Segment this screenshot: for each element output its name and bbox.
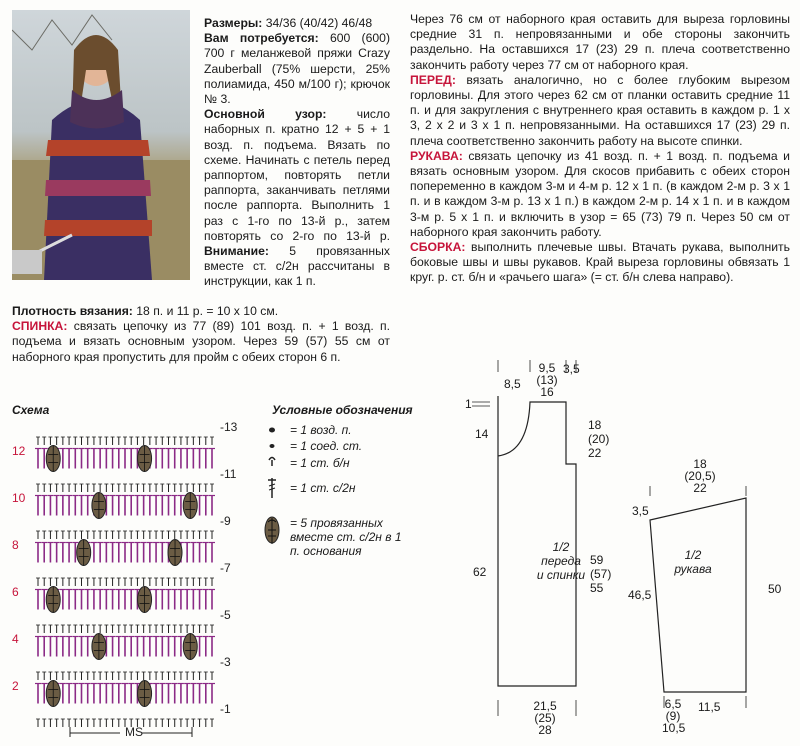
sleeve-label bbox=[668, 548, 718, 576]
chart-rapport-label: MS bbox=[125, 725, 143, 739]
materials-text: 600 (600) 700 г меланжевой пряжи Crazy Zauberball (75% шерсти, 25% полиамида, 450 м/100 г); крючок № 3. bbox=[204, 31, 391, 107]
chart-row-label-odd: -3 bbox=[220, 655, 231, 669]
chart-title: Схема bbox=[12, 403, 50, 417]
sizes-label: Размеры: bbox=[204, 16, 263, 30]
body-label-line3: и спинки bbox=[536, 568, 586, 582]
legend-item-chain: = 1 возд. п. bbox=[290, 423, 352, 437]
materials-label: Вам потребуется: bbox=[204, 31, 319, 46]
cluster-icon bbox=[265, 517, 279, 544]
materials-block bbox=[204, 16, 390, 290]
dim-top-right: 3,5 bbox=[563, 362, 580, 376]
chart-row-label-even: 10 bbox=[12, 491, 26, 505]
dim-height-total: 62 bbox=[473, 565, 487, 579]
sleeve-dim-bottom-left: 6,5 (9) 10,5 bbox=[662, 697, 686, 735]
chart-row-label-odd: -5 bbox=[220, 608, 231, 622]
chart-row-label-even: 6 bbox=[12, 585, 19, 599]
legend-title: Условные обозначения bbox=[272, 403, 413, 417]
dim-top-left: 8,5 bbox=[504, 377, 521, 391]
model-photo bbox=[12, 10, 190, 280]
sleeve-label: РУКАВА: bbox=[410, 148, 463, 163]
density-back-block bbox=[12, 304, 390, 365]
density-text: 18 п. и 11 р. = 10 x 10 см. bbox=[136, 304, 279, 318]
pattern-text: число наборных п. кратно 12 + 5 + 1 возд. п. подъема. Вязать по схеме. Начинать с петель перед раппортом, повторять петли раппорта, заканчивать петлями после раппорта. Выполнить 1 раз с 1-го по 13-й р., затем повторять со 2-го по 13-й р. bbox=[204, 107, 391, 243]
density-label: Плотность вязания: bbox=[12, 304, 133, 318]
sleeve-dim-top-small: 3,5 bbox=[632, 504, 649, 518]
model-photo-illustration bbox=[12, 10, 190, 280]
chart-row-label-even: 2 bbox=[12, 679, 19, 693]
chart-row-label-even: 12 bbox=[12, 444, 26, 458]
single-crochet-icon bbox=[269, 458, 275, 467]
body-label-fraction: 1/2 bbox=[552, 540, 570, 554]
legend-item-dc: = 1 ст. с/2н bbox=[290, 481, 356, 495]
legend-item-sc: = 1 ст. б/н bbox=[290, 456, 350, 470]
back-continued-text: Через 76 см от наборного края оставить для выреза горловины средние 31 п. непровязанными и обе стороны закончить раздельно. На оставшихся 17 (23) 29 п. плеча соответственно закончить работу через 77 см от наборного края. bbox=[410, 12, 790, 72]
chart-row-label-odd: -13 bbox=[220, 420, 238, 434]
dim-top-mid bbox=[534, 362, 560, 398]
front-text: вязать аналогично, но с более глубоким вырезом горловины. Для этого через 62 см от планки оставить средние 11 п. и для закругления с внутреннего края оставить в каждом р. 1 x 3, 2 x 2 и 3 x 1 п. непровязанными. На оставшихся 17 (23) 29 п. плеча соответственно закончить работу на высоте спинки. bbox=[410, 72, 790, 148]
pattern-label: Основной узор: bbox=[204, 107, 327, 122]
chart-row-label-odd: -9 bbox=[220, 514, 231, 528]
sleeve-text: связать цепочку из 41 возд. п. + 1 возд. п. подъема и вязать основным узором. Для скосов прибавить с обеих сторон попеременно в каждом 3-м и 4-м р. 12 x 1 п. (в каждом 2-м р. 3 x 1 п. и в каждом 3-м р. 13 x 1 п.) в каждом 2-м р. 14 x 1 п. и в каждом 3-м р. 5 x 1 п. и включить в узор = 65 (73) 79 п. Через 50 см от наборного края закончить работу. bbox=[410, 148, 790, 239]
sleeve-dim-left: 46,5 bbox=[628, 588, 652, 602]
assembly-label: СБОРКА: bbox=[410, 240, 466, 255]
body-label-line2: переда bbox=[541, 554, 581, 568]
dim-side: 59 (57) 55 bbox=[590, 553, 612, 595]
chart-row-label-even: 4 bbox=[12, 632, 19, 646]
dim-shoulder: 18 (20) 22 bbox=[588, 418, 610, 460]
dim-neck-mark: 1 bbox=[465, 397, 472, 411]
dim-bottom: 21,5 (25) 28 bbox=[533, 699, 557, 737]
double-crochet-icon bbox=[268, 478, 276, 498]
legend-item-slip: = 1 соед. ст. bbox=[290, 439, 363, 453]
instructions-block bbox=[410, 12, 790, 286]
chart-row-label-odd: -1 bbox=[220, 702, 231, 716]
front-label: ПЕРЕД: bbox=[410, 72, 456, 87]
crochet-chart bbox=[0, 415, 250, 746]
dim-top-mid-text: 9,5 (13) 16 bbox=[536, 361, 558, 399]
note-label: Внимание: bbox=[204, 244, 269, 259]
slip-stitch-icon bbox=[270, 444, 275, 448]
sleeve-dim-top: 18 (20,5) 22 bbox=[684, 457, 716, 495]
legend-item-cluster: = 5 провязанных вместе ст. с/2н в 1 п. основания bbox=[290, 516, 402, 558]
sleeve-label-fraction: 1/2 bbox=[684, 548, 702, 562]
chart-row-label-odd: -7 bbox=[220, 561, 231, 575]
chain-stitch-icon bbox=[269, 428, 275, 433]
dim-neck-depth: 14 bbox=[475, 427, 489, 441]
chart-row-label-odd: -11 bbox=[220, 467, 237, 481]
sleeve-dim-bottom-right: 11,5 bbox=[698, 700, 721, 714]
sleeve-dim-right: 50 bbox=[768, 582, 782, 596]
legend-icons bbox=[262, 420, 292, 560]
sizes-text: 34/36 (40/42) 46/48 bbox=[265, 16, 373, 30]
note-text: 5 провязанных вместе ст. с/2н рассчитаны в инструкции, как 1 п. bbox=[204, 244, 390, 289]
body-label bbox=[531, 540, 591, 582]
assembly-text: выполнить плечевые швы. Втачать рукава, выполнить боковые швы и швы рукавов. Край выреза горловины обвязать 1 круг. р. ст. б/н и «рачьего шага» (= ст. б/н слева направо). bbox=[410, 240, 790, 285]
chart-row-label-even: 8 bbox=[12, 538, 19, 552]
back-text: связать цепочку из 77 (89) 101 возд. п. + 1 возд. п. подъема и вязать основным узором. Через 59 (57) 55 см от наборного края пропустить для пройм с обеих сторон 6 п. bbox=[12, 319, 390, 364]
back-label: СПИНКА: bbox=[12, 319, 68, 334]
sleeve-label-line2: рукава bbox=[674, 562, 712, 576]
